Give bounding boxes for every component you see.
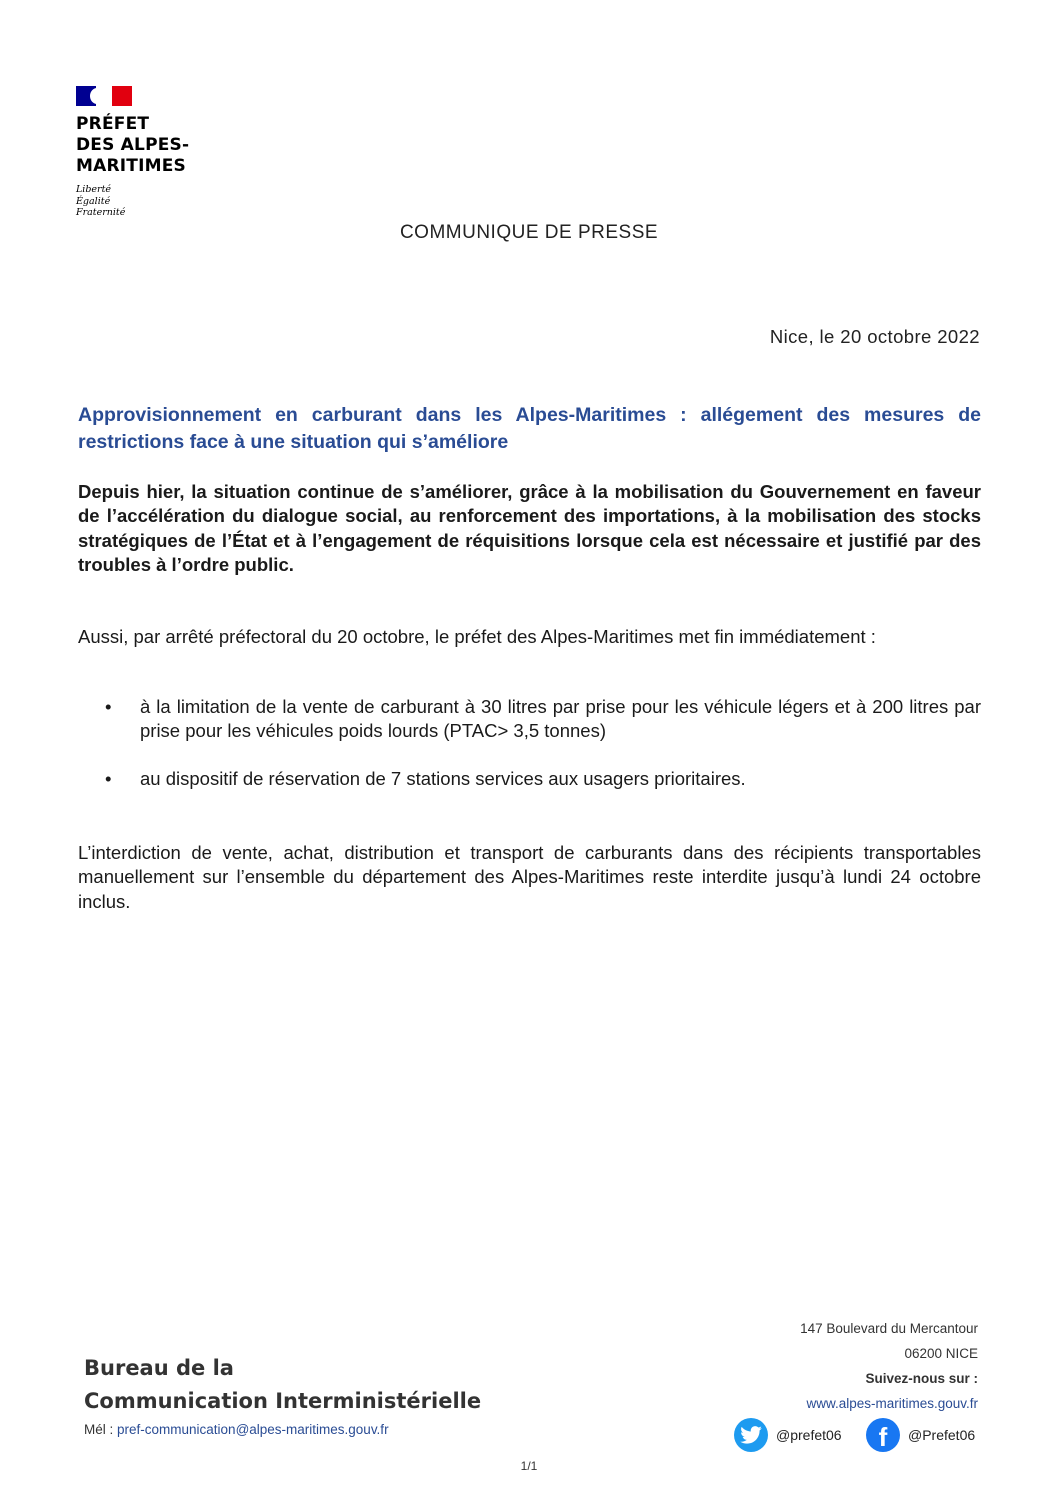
- list-item-text: à la limitation de la vente de carburant à 30 litres par prise pour les véhicule légers et à 200 litres par prise pour les véhicules poids lourds (PTAC> 3,5 tonnes): [140, 696, 981, 742]
- bullet-icon: •: [105, 696, 112, 717]
- list-item-text: au dispositif de réservation de 7 stations services aux usagers prioritaires.: [140, 767, 746, 789]
- twitter-handle: @prefet06: [776, 1427, 842, 1443]
- prefet-line: MARITIMES: [76, 156, 186, 176]
- bureau-line: Bureau de la: [84, 1356, 234, 1380]
- intro-paragraph: Depuis hier, la situation continue de s’améliorer, grâce à la mobilisation du Gouvernement en faveur de l’accélération du dialogue social, au renforcement des importations, à la mobilisation des stocks stratégiques de l’État et à l’engagement de réquisitions lorsque cela est nécessaire et justifié par des troubles à l’ordre public.: [78, 481, 981, 575]
- motto-line: Fraternité: [76, 207, 126, 218]
- facebook-handle: @Prefet06: [908, 1427, 976, 1443]
- email-line: [84, 1422, 389, 1437]
- list-item: [78, 695, 981, 744]
- follow-label: Suivez-nous sur :: [865, 1371, 978, 1386]
- bureau-name: [84, 1352, 481, 1418]
- document-type-title: COMMUNIQUE DE PRESSE: [399, 222, 659, 243]
- interdiction-paragraph: L’interdiction de vente, achat, distribution et transport de carburants dans des récipients transportables manuellement sur l’ensemble du département des Alpes-Maritimes reste interdite jusqu’à lundi 24 octobre inclus.: [78, 842, 981, 912]
- bureau-line: Communication Interministérielle: [84, 1389, 482, 1413]
- prefet-line: PRÉFET: [76, 114, 150, 134]
- motto-line: Liberté: [76, 184, 112, 195]
- facebook-glyph: f: [878, 1422, 888, 1452]
- document-date: Nice, le 20 octobre 2022: [769, 326, 980, 347]
- prefecture-logo: [76, 86, 189, 219]
- headline: Approvisionnement en carburant dans les Alpes-Maritimes : allégement des mesures de restrictions face à une situation qui s’améliore: [78, 404, 981, 453]
- email-link[interactable]: pref-communication@alpes-maritimes.gouv.fr: [117, 1422, 389, 1437]
- bullet-icon: •: [105, 767, 112, 789]
- website-link[interactable]: www.alpes-maritimes.gouv.fr: [806, 1396, 978, 1411]
- facebook-icon: [866, 1418, 900, 1452]
- prefet-line: DES ALPES-: [76, 135, 190, 155]
- email-label: Mél :: [84, 1422, 118, 1437]
- address-block: [800, 1316, 978, 1416]
- prefet-name: [76, 114, 189, 177]
- address-city: 06200 NICE: [904, 1346, 978, 1361]
- twitter-link[interactable]: [734, 1418, 842, 1452]
- list-item: [78, 767, 981, 791]
- motto-line: Égalité: [76, 195, 111, 207]
- address-street: 147 Boulevard du Mercantour: [800, 1321, 978, 1336]
- measures-intro-paragraph: Aussi, par arrêté préfectoral du 20 octobre, le préfet des Alpes-Maritimes met fin immédiatement :: [78, 626, 876, 647]
- twitter-icon: [734, 1418, 768, 1452]
- measures-list: [78, 695, 981, 791]
- facebook-link[interactable]: [866, 1418, 975, 1452]
- republic-motto: [76, 184, 189, 219]
- marianne-flag-icon: [76, 86, 132, 106]
- page-number: 1/1: [520, 1459, 538, 1473]
